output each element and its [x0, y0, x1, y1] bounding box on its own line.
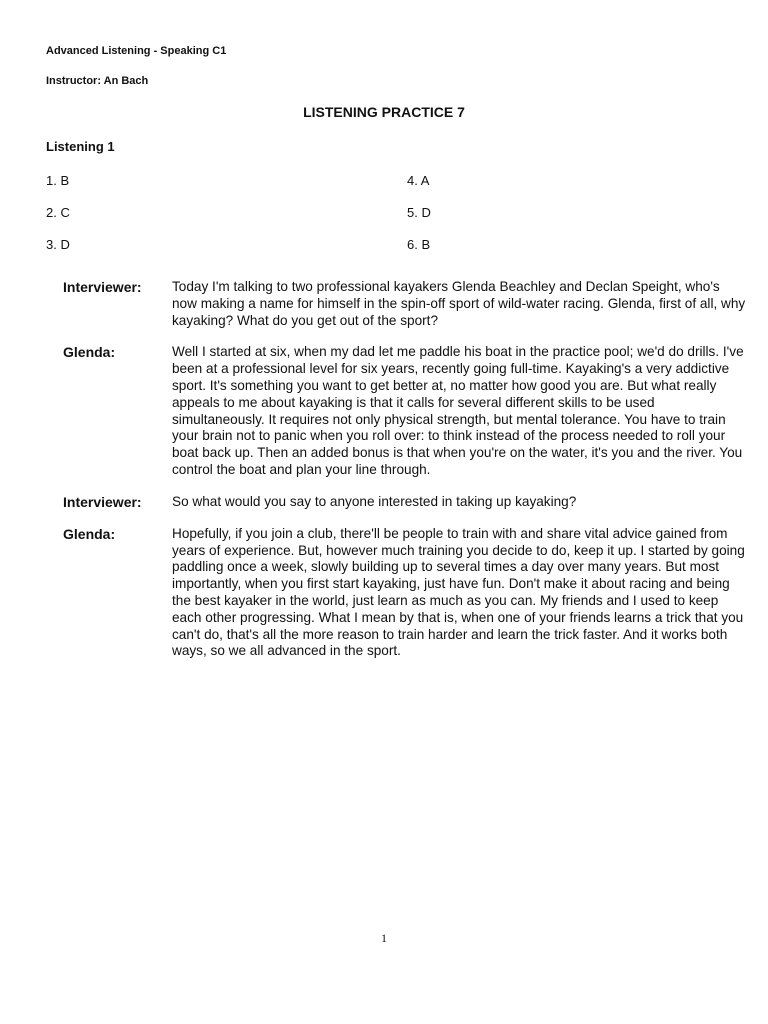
page-number: 1 [381, 931, 387, 945]
instructor-name: Instructor: An Bach [46, 75, 149, 87]
answer-item: 6. B [407, 237, 431, 252]
answer-item: 5. D [407, 205, 431, 220]
transcript [63, 279, 753, 675]
answer-item: 1. B [46, 173, 70, 188]
speech-text: Hopefully, if you join a club, there'll be people to train with and share vital advice gained from years of experience. But, however much training you decide to do, keep it up. I started by going paddling once a week, slowly building up to several times a day over many years. But most importantly, when you first start kayaking, just have fun. Don't make it about racing and being the best kayaker in the world, just learn as much as you can. My friends and I used to keep each other progressing. What I mean by that is, when one of your friends learns a trick that you can't do, that's all the more reason to train harder and learn the trick faster. And it works both ways, so we all advanced in the sport. [172, 525, 745, 659]
course-title: Advanced Listening - Speaking C1 [46, 45, 227, 57]
speaker-label: Glenda: [63, 344, 116, 361]
speaker-label: Interviewer: [63, 493, 142, 510]
speaker-label: Interviewer: [63, 279, 142, 295]
transcript-turn [63, 279, 753, 329]
page-title: LISTENING PRACTICE 7 [303, 104, 465, 120]
speech-text: Today I'm talking to two professional kayakers Glenda Beachley and Declan Speight, who's now making a name for himself in the spin-off sport of wild-water racing. Glenda, first of all, why kayaking? What do you get out of the sport? [172, 279, 746, 328]
transcript-turn [63, 526, 753, 660]
speaker-label: Glenda: [63, 525, 116, 542]
transcript-turn [63, 494, 753, 511]
speech-text: So what would you say to anyone interested in taking up kayaking? [172, 493, 577, 509]
answer-item: 4. A [407, 173, 430, 188]
transcript-turn [63, 344, 753, 478]
speech-text: Well I started at six, when my dad let me paddle his boat in the practice pool; we'd do drills. I've been at a professional level for six years, recently going full-time. Kayaking's a very addictive sport. It's something you want to get better at, no matter how good you are. But what really appeals to me about kayaking is that it calls for several different skills to be used simultaneously. It requires not only physical strength, but mental tolerance. You have to train your brain not to panic when you roll over: to think instead of the process needed to roll your boat back up. Then an added bonus is that when you're on the water, it's you and the river. You control the boat and plan your line through. [172, 344, 744, 477]
section-heading: Listening 1 [46, 139, 115, 154]
answer-item: 3. D [46, 237, 70, 252]
answer-item: 2. C [46, 205, 70, 220]
